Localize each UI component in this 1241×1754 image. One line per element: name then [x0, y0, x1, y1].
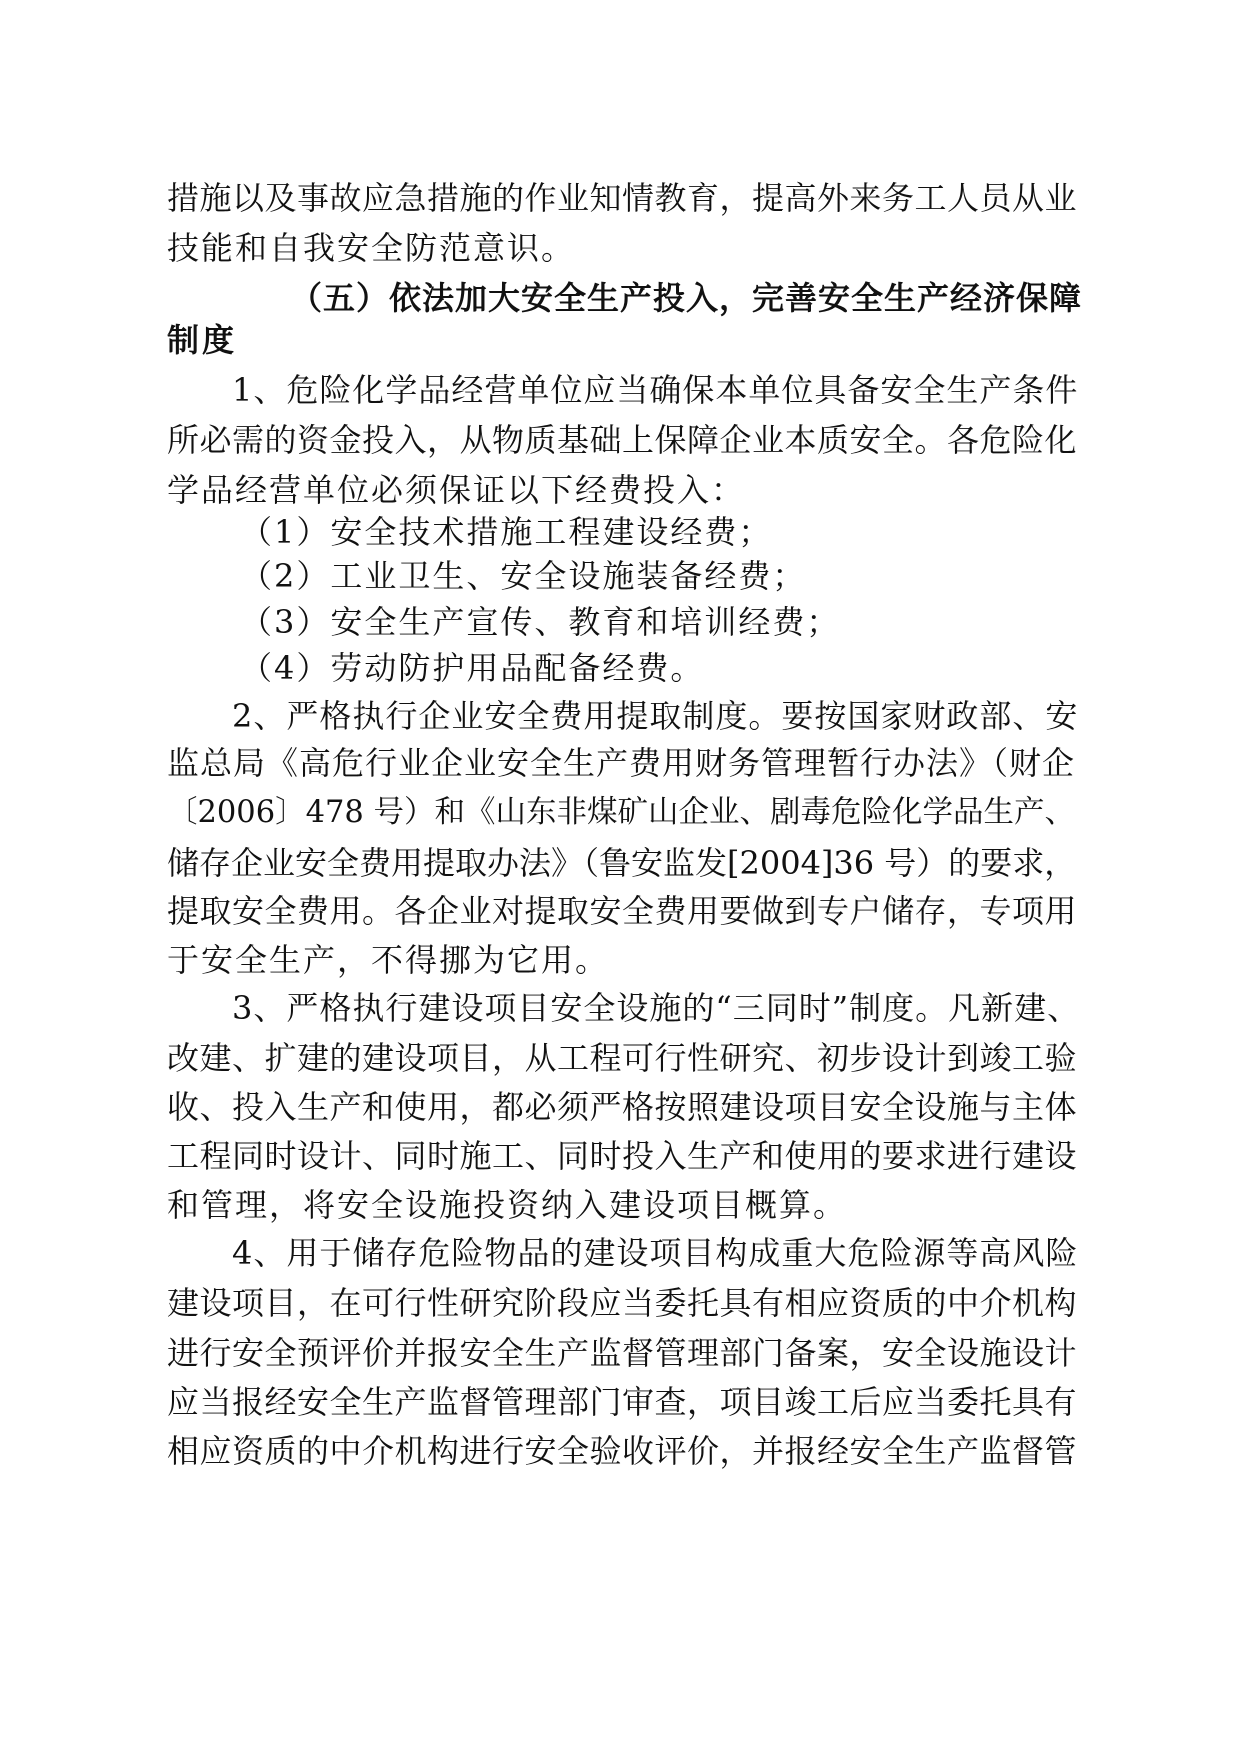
body-text-line: 于安全生产，不得挪为它用。 — [167, 941, 610, 979]
section-heading: （五）依法加大安全生产投入，完善安全生产经济保障 — [290, 279, 1083, 317]
paragraph-start-line: 2、严格执行企业安全费用提取制度。要按国家财政部、安 — [232, 697, 1079, 735]
body-text-line: 应当报经安全生产监督管理部门审查，项目竣工后应当委托具有 — [167, 1383, 1078, 1421]
body-text-line: 技能和自我安全防范意识。 — [167, 229, 576, 267]
body-text-line: 建设项目，在可行性研究阶段应当委托具有相应资质的中介机构 — [167, 1284, 1078, 1322]
body-text-line: 储存企业安全费用提取办法》（鲁安监发[2004]36 号）的要求， — [167, 844, 1077, 882]
body-text-line: 监总局《高危行业企业安全生产费用财务管理暂行办法》（财企 — [167, 744, 1076, 782]
body-text-line: 工程同时设计、同时施工、同时投入生产和使用的要求进行建设 — [167, 1137, 1078, 1175]
list-item: （4）劳动防护用品配备经费。 — [240, 649, 705, 687]
paragraph-start-line: 4、用于储存危险物品的建设项目构成重大危险源等高风险 — [232, 1234, 1079, 1272]
body-text-line: 〔2006〕478 号）和《山东非煤矿山企业、剧毒危险化学品生产、 — [167, 795, 1076, 830]
section-heading-continuation: 制度 — [167, 321, 238, 359]
body-text-line: 进行安全预评价并报安全生产监督管理部门备案，安全设施设计 — [167, 1334, 1078, 1372]
body-text-line: 所必需的资金投入，从物质基础上保障企业本质安全。各危险化 — [167, 421, 1078, 459]
list-item: （2）工业卫生、安全设施装备经费； — [240, 557, 807, 595]
paragraph-start-line: 3、严格执行建设项目安全设施的“三同时”制度。凡新建、 — [232, 989, 1081, 1027]
body-text-line: 和管理，将安全设施投资纳入建设项目概算。 — [167, 1186, 848, 1224]
body-text-line: 学品经营单位必须保证以下经费投入： — [167, 471, 746, 509]
body-text-line: 改建、扩建的建设项目，从工程可行性研究、初步设计到竣工验 — [167, 1039, 1078, 1077]
list-item: （3）安全生产宣传、教育和培训经费； — [240, 603, 841, 641]
body-text-line: 措施以及事故应急措施的作业知情教育，提高外来务工人员从业 — [167, 179, 1078, 217]
body-text-line: 收、投入生产和使用，都必须严格按照建设项目安全设施与主体 — [167, 1088, 1078, 1126]
body-text-line: 相应资质的中介机构进行安全验收评价，并报经安全生产监督管 — [167, 1432, 1078, 1470]
body-text-line: 提取安全费用。各企业对提取安全费用要做到专户储存，专项用 — [167, 892, 1078, 930]
list-item: （1）安全技术措施工程建设经费； — [240, 513, 773, 551]
paragraph-start-line: 1、危险化学品经营单位应当确保本单位具备安全生产条件 — [232, 371, 1079, 409]
